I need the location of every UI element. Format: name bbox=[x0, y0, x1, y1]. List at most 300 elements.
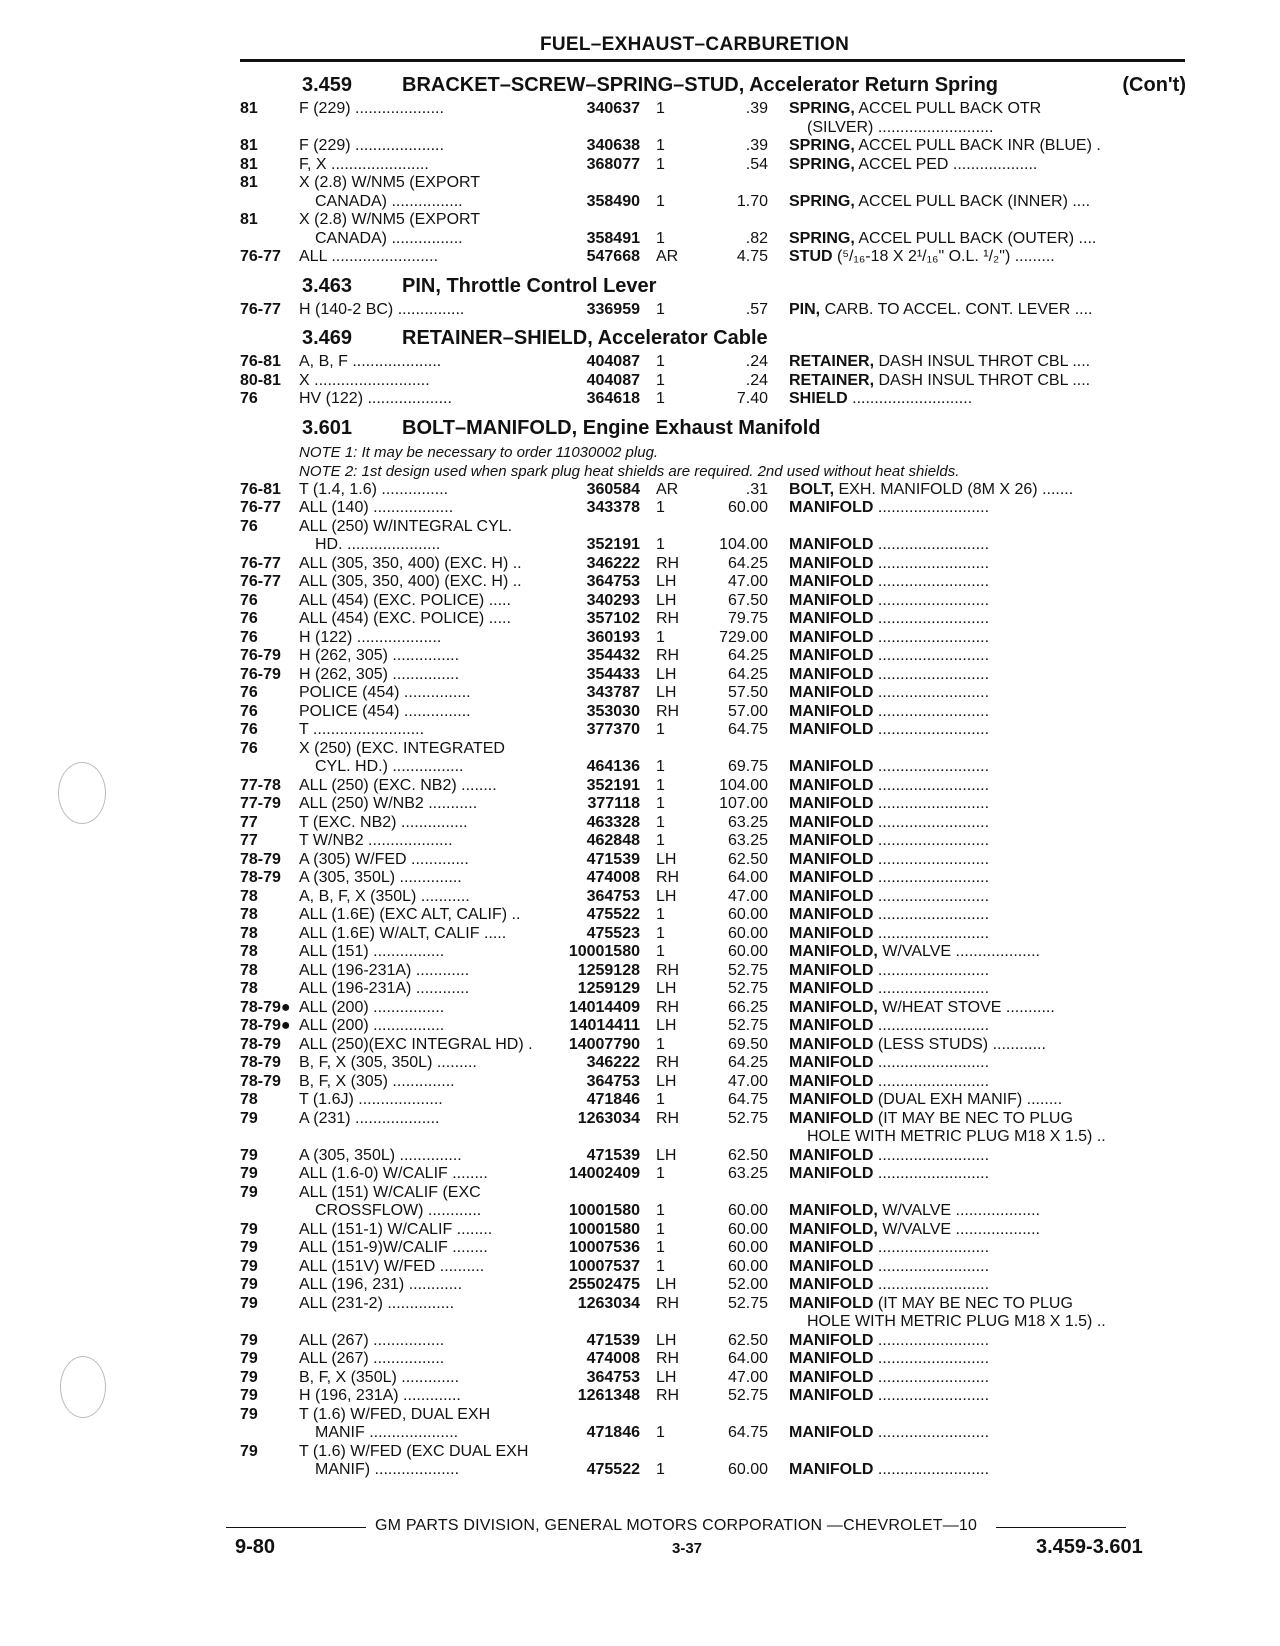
price: 52.75 bbox=[727, 1017, 768, 1034]
part-row bbox=[240, 1406, 1190, 1443]
part-row-line bbox=[240, 832, 1190, 851]
price: 60.00 bbox=[727, 1257, 768, 1275]
part-number: 364618 bbox=[586, 390, 640, 407]
part-row-line bbox=[240, 962, 1190, 981]
part-row bbox=[240, 832, 1190, 851]
part-description bbox=[789, 1239, 1189, 1258]
footer-rule-left bbox=[226, 1527, 366, 1528]
part-name: PIN, bbox=[789, 300, 821, 318]
part-number: 364753 bbox=[586, 887, 640, 905]
model-year: 78 bbox=[240, 961, 258, 979]
quantity: RH bbox=[656, 1109, 680, 1127]
price: 64.25 bbox=[727, 665, 768, 683]
part-row bbox=[240, 518, 1190, 555]
part-description bbox=[789, 1091, 1189, 1110]
model-year: 80-81 bbox=[240, 371, 281, 389]
part-description bbox=[807, 1313, 1189, 1332]
description-text: ......................... bbox=[873, 1331, 990, 1349]
part-row-line bbox=[240, 1461, 1190, 1480]
application-text: T (1.6J) ................... bbox=[299, 1091, 443, 1108]
part-row-line bbox=[240, 1424, 1190, 1443]
description-text: ......................... bbox=[873, 721, 990, 738]
model-year: 79 bbox=[240, 1368, 258, 1386]
description-text: ......................... bbox=[873, 1072, 990, 1090]
part-description bbox=[789, 1221, 1189, 1240]
price: 104.00 bbox=[719, 536, 768, 553]
model-year: 79 bbox=[240, 1183, 258, 1201]
quantity: LH bbox=[656, 1072, 677, 1090]
part-name: MANIFOLD bbox=[789, 554, 874, 572]
application-text: ALL (250) (EXC. NB2) ........ bbox=[299, 776, 497, 794]
application-text: T (1.6) W/FED, DUAL EXH bbox=[299, 1405, 491, 1423]
part-description bbox=[789, 1369, 1189, 1388]
price: 66.25 bbox=[727, 998, 768, 1016]
part-row-line bbox=[240, 888, 1190, 907]
part-row-line bbox=[240, 301, 1190, 320]
part-description bbox=[789, 777, 1189, 796]
model-year: 79 bbox=[240, 1257, 258, 1275]
description-text: ......................... bbox=[873, 591, 990, 609]
application-text: T (EXC. NB2) ............... bbox=[299, 813, 468, 831]
application-text: B, F, X (305, 350L) ......... bbox=[299, 1054, 477, 1071]
part-row-line bbox=[240, 536, 1190, 555]
price: 7.40 bbox=[736, 390, 768, 407]
price: 64.75 bbox=[727, 1091, 768, 1108]
quantity: 1 bbox=[656, 1257, 665, 1275]
model-year: 78 bbox=[240, 1091, 258, 1108]
quantity: LH bbox=[656, 665, 677, 683]
quantity: LH bbox=[656, 887, 677, 905]
application-text: B, F, X (350L) ............. bbox=[299, 1368, 460, 1386]
part-number: 471846 bbox=[586, 1424, 640, 1441]
price: 67.50 bbox=[727, 591, 768, 609]
part-name: RETAINER, bbox=[789, 371, 875, 389]
price: .24 bbox=[745, 353, 768, 370]
application-text: CANADA) ................ bbox=[315, 229, 463, 247]
application-text: POLICE (454) ............... bbox=[299, 684, 471, 701]
part-description bbox=[789, 1017, 1189, 1036]
price: 63.25 bbox=[727, 813, 768, 831]
part-number: 475523 bbox=[586, 924, 640, 942]
part-number: 340637 bbox=[586, 100, 640, 117]
part-number: 547668 bbox=[586, 248, 640, 265]
price: 60.00 bbox=[727, 1239, 768, 1256]
application-text: ALL (1.6E) W/ALT, CALIF ..... bbox=[299, 924, 507, 942]
part-name: MANIFOLD bbox=[789, 1054, 874, 1071]
part-number: 471539 bbox=[586, 1331, 640, 1349]
description-text: ......................... bbox=[873, 1054, 990, 1071]
application-text: ALL (250) W/NB2 ........... bbox=[299, 795, 478, 812]
price: 52.00 bbox=[727, 1276, 768, 1293]
price: .82 bbox=[745, 229, 768, 247]
quantity: LH bbox=[656, 850, 677, 868]
quantity: 1 bbox=[656, 536, 665, 553]
quantity: 1 bbox=[656, 1165, 665, 1182]
quantity: 1 bbox=[656, 137, 665, 154]
part-row-line bbox=[240, 999, 1190, 1018]
quantity: RH bbox=[656, 869, 680, 886]
price: 60.00 bbox=[727, 943, 768, 960]
model-year: 76-79 bbox=[240, 665, 281, 683]
part-row bbox=[240, 1165, 1190, 1184]
part-name: MANIFOLD bbox=[789, 499, 874, 516]
quantity: 1 bbox=[656, 390, 665, 407]
footer-publisher: GM PARTS DIVISION, GENERAL MOTORS CORPORATION —CHEVROLET—10 bbox=[375, 1517, 978, 1534]
part-row bbox=[240, 301, 1190, 320]
part-description bbox=[789, 888, 1189, 907]
quantity: 1 bbox=[656, 924, 665, 942]
part-description bbox=[789, 943, 1189, 962]
application-text: ALL (267) ................ bbox=[299, 1350, 445, 1367]
quantity: 1 bbox=[656, 353, 665, 370]
description-text: ACCEL PULL BACK (OUTER) .... bbox=[854, 229, 1097, 247]
part-row bbox=[240, 795, 1190, 814]
part-description bbox=[789, 1073, 1189, 1092]
model-year: 76-77 bbox=[240, 499, 281, 516]
part-number: 352191 bbox=[586, 776, 640, 794]
model-year: 78-79 bbox=[240, 850, 281, 868]
part-row-line bbox=[240, 1295, 1190, 1314]
part-row-line bbox=[240, 1091, 1190, 1110]
part-name: MANIFOLD bbox=[789, 1239, 874, 1256]
part-description bbox=[789, 156, 1189, 175]
part-number: 14007790 bbox=[568, 1035, 640, 1053]
application-text: ALL (200) ................ bbox=[299, 998, 445, 1016]
model-year: 81 bbox=[240, 174, 258, 191]
price: 64.00 bbox=[727, 1350, 768, 1367]
part-description bbox=[807, 119, 1189, 138]
footer-rule-right bbox=[996, 1527, 1126, 1528]
description-text: W/VALVE ................... bbox=[877, 943, 1040, 960]
part-name: BOLT, bbox=[789, 480, 835, 498]
application-text: T W/NB2 ................... bbox=[299, 832, 453, 849]
application-text: A, B, F, X (350L) ........... bbox=[299, 887, 470, 905]
application-text: ALL (305, 350, 400) (EXC. H) .. bbox=[299, 554, 522, 572]
application-text: ALL (200) ................ bbox=[299, 1017, 445, 1034]
model-year: 78-79 bbox=[240, 1054, 281, 1071]
part-number: 1261348 bbox=[577, 1387, 640, 1404]
model-year: 79 bbox=[240, 1276, 258, 1293]
part-row bbox=[240, 721, 1190, 740]
part-row bbox=[240, 962, 1190, 981]
description-text: ......................... bbox=[873, 1239, 990, 1256]
description-text: ......................... bbox=[873, 795, 990, 812]
price: 52.75 bbox=[727, 980, 768, 997]
application-text: X (2.8) W/NM5 (EXPORT bbox=[299, 211, 481, 228]
part-row bbox=[240, 943, 1190, 962]
application-text: H (262, 305) ............... bbox=[299, 665, 460, 683]
part-row-line bbox=[240, 137, 1190, 156]
part-name: MANIFOLD bbox=[789, 869, 874, 886]
part-name: MANIFOLD bbox=[789, 591, 874, 609]
part-row-line bbox=[240, 777, 1190, 796]
quantity: LH bbox=[656, 1276, 677, 1293]
part-row-line bbox=[240, 1332, 1190, 1351]
part-description bbox=[789, 980, 1189, 999]
model-year: 77 bbox=[240, 832, 258, 849]
price: 4.75 bbox=[736, 248, 768, 265]
model-year: 78-79 bbox=[240, 1072, 281, 1090]
part-number: 343378 bbox=[586, 499, 640, 516]
part-row bbox=[240, 1036, 1190, 1055]
description-text: W/HEAT STOVE ........... bbox=[877, 998, 1055, 1016]
part-number: 360193 bbox=[586, 628, 640, 646]
application-text: ALL (140) .................. bbox=[299, 499, 454, 516]
quantity: LH bbox=[656, 980, 677, 997]
part-row bbox=[240, 100, 1190, 137]
part-description bbox=[789, 851, 1189, 870]
part-row-line bbox=[240, 193, 1190, 212]
part-description bbox=[789, 248, 1189, 267]
part-description bbox=[789, 555, 1189, 574]
application-text: X .......................... bbox=[299, 371, 430, 389]
part-number: 358491 bbox=[586, 229, 640, 247]
part-name: MANIFOLD bbox=[789, 702, 874, 720]
application-text: CANADA) ................ bbox=[315, 192, 463, 210]
part-name: SHIELD bbox=[789, 390, 848, 407]
price: .39 bbox=[745, 100, 768, 117]
quantity: 1 bbox=[656, 721, 665, 738]
quantity: AR bbox=[656, 248, 679, 265]
quantity: LH bbox=[656, 573, 677, 590]
part-number: 475522 bbox=[586, 906, 640, 923]
part-row bbox=[240, 1239, 1190, 1258]
description-text: ......................... bbox=[873, 1368, 990, 1386]
model-year: 76 bbox=[240, 610, 258, 627]
part-description bbox=[789, 592, 1189, 611]
price: 62.50 bbox=[727, 1146, 768, 1164]
description-text: ACCEL PED ................... bbox=[854, 155, 1038, 173]
part-name: SPRING, bbox=[789, 100, 855, 117]
part-row bbox=[240, 481, 1190, 500]
part-number: 340638 bbox=[586, 137, 640, 154]
section-heading bbox=[240, 325, 1190, 353]
part-name: MANIFOLD bbox=[789, 1368, 874, 1386]
description-text: ......................... bbox=[873, 1387, 990, 1404]
part-row bbox=[240, 1443, 1190, 1480]
part-row bbox=[240, 777, 1190, 796]
description-text: ......................... bbox=[873, 1257, 990, 1275]
part-number: 404087 bbox=[586, 371, 640, 389]
application-text: MANIF .................... bbox=[315, 1424, 459, 1441]
model-year: 76 bbox=[240, 591, 258, 609]
part-description bbox=[789, 499, 1189, 518]
application-text: B, F, X (305) .............. bbox=[299, 1072, 455, 1090]
application-text: A (231) ................... bbox=[299, 1109, 440, 1127]
price: 63.25 bbox=[727, 1165, 768, 1182]
description-text: (⁵/₁₆-18 X 2¹/₁₆" O.L. ¹/₂") ......... bbox=[832, 248, 1055, 265]
model-year: 76 bbox=[240, 702, 258, 720]
page-title: FUEL–EXHAUST–CARBURETION bbox=[540, 34, 850, 55]
part-row-line bbox=[240, 174, 1190, 193]
part-row-line bbox=[240, 869, 1190, 888]
part-row bbox=[240, 703, 1190, 722]
application-text: H (122) ................... bbox=[299, 628, 442, 646]
part-number: 10001580 bbox=[568, 1202, 640, 1219]
quantity: 1 bbox=[656, 832, 665, 849]
part-name: MANIFOLD bbox=[789, 980, 874, 997]
section-number: 3.601 bbox=[302, 416, 353, 439]
price: 107.00 bbox=[719, 795, 768, 812]
quantity: RH bbox=[656, 647, 680, 664]
part-name: MANIFOLD bbox=[789, 961, 874, 979]
price: 60.00 bbox=[727, 1461, 768, 1478]
price: 64.75 bbox=[727, 1424, 768, 1441]
price: 47.00 bbox=[727, 887, 768, 905]
model-year: 79 bbox=[240, 1350, 258, 1367]
quantity: 1 bbox=[656, 1461, 665, 1478]
description-text: ......................... bbox=[873, 1276, 990, 1293]
application-text: ALL (151) ................ bbox=[299, 943, 445, 960]
price: 79.75 bbox=[727, 610, 768, 627]
part-name: MANIFOLD bbox=[789, 1165, 874, 1182]
part-name: MANIFOLD bbox=[789, 906, 874, 923]
part-description bbox=[789, 573, 1189, 592]
part-row bbox=[240, 684, 1190, 703]
part-row bbox=[240, 1110, 1190, 1147]
model-year: 78 bbox=[240, 943, 258, 960]
price: 60.00 bbox=[727, 499, 768, 516]
description-text: ......................... bbox=[873, 980, 990, 997]
description-text: ......................... bbox=[873, 869, 990, 886]
description-text: ......................... bbox=[873, 1165, 990, 1182]
quantity: 1 bbox=[656, 1239, 665, 1256]
continued-label: (Con't) bbox=[1122, 74, 1186, 96]
description-text: ......................... bbox=[873, 1424, 990, 1441]
model-year: 78 bbox=[240, 980, 258, 997]
part-row bbox=[240, 1295, 1190, 1332]
part-row bbox=[240, 1054, 1190, 1073]
part-row-line bbox=[240, 1406, 1190, 1425]
model-year: 76 bbox=[240, 517, 258, 535]
model-year: 79 bbox=[240, 1405, 258, 1423]
part-number: 343787 bbox=[586, 684, 640, 701]
model-year: 76 bbox=[240, 739, 258, 757]
part-number: 462848 bbox=[586, 832, 640, 849]
application-text: A (305, 350L) .............. bbox=[299, 869, 462, 886]
part-row-line bbox=[240, 629, 1190, 648]
model-year: 76 bbox=[240, 721, 258, 738]
part-description bbox=[807, 1128, 1189, 1147]
part-row bbox=[240, 1387, 1190, 1406]
part-name: MANIFOLD bbox=[789, 1146, 874, 1164]
description-text: ......................... bbox=[873, 1350, 990, 1367]
part-description bbox=[789, 721, 1189, 740]
part-description bbox=[789, 100, 1189, 119]
part-name: MANIFOLD bbox=[789, 628, 874, 646]
price: 52.75 bbox=[727, 1294, 768, 1312]
quantity: 1 bbox=[656, 1424, 665, 1441]
part-number: 10001580 bbox=[568, 1220, 640, 1238]
description-text: ......................... bbox=[873, 924, 990, 942]
part-row bbox=[240, 629, 1190, 648]
part-number: 14014411 bbox=[569, 1017, 640, 1034]
model-year: 76 bbox=[240, 628, 258, 646]
quantity: RH bbox=[656, 1054, 680, 1071]
part-description bbox=[789, 390, 1189, 409]
part-name: MANIFOLD bbox=[789, 1424, 874, 1441]
part-description bbox=[789, 1350, 1189, 1369]
part-number: 346222 bbox=[586, 554, 640, 572]
description-text: ......................... bbox=[873, 684, 990, 701]
quantity: LH bbox=[656, 591, 677, 609]
part-row-line bbox=[240, 390, 1190, 409]
model-year: 76-77 bbox=[240, 573, 281, 590]
part-description bbox=[789, 1258, 1189, 1277]
part-description bbox=[789, 906, 1189, 925]
part-row bbox=[240, 666, 1190, 685]
price: 64.75 bbox=[727, 721, 768, 738]
section-note: NOTE 2: 1st design used when spark plug heat shields are required. 2nd used without heat shields. bbox=[299, 462, 960, 480]
description-text: W/VALVE ................... bbox=[877, 1202, 1040, 1219]
part-number: 336959 bbox=[586, 300, 640, 318]
part-description bbox=[789, 193, 1189, 212]
model-year: 79 bbox=[240, 1294, 258, 1312]
part-row-line bbox=[240, 1128, 1190, 1147]
part-row bbox=[240, 999, 1190, 1018]
part-row bbox=[240, 869, 1190, 888]
price: 57.50 bbox=[727, 684, 768, 701]
application-text: MANIF) ................... bbox=[315, 1461, 460, 1478]
price: 69.75 bbox=[727, 758, 768, 775]
application-text: ALL (305, 350, 400) (EXC. H) .. bbox=[299, 573, 522, 590]
part-number: 354432 bbox=[586, 647, 640, 664]
description-text: W/VALVE ................... bbox=[877, 1220, 1040, 1238]
description-text: ......................... bbox=[873, 813, 990, 831]
price: 60.00 bbox=[727, 906, 768, 923]
part-description bbox=[789, 372, 1189, 391]
part-name: MANIFOLD bbox=[789, 887, 874, 905]
application-text: F, X ...................... bbox=[299, 155, 429, 173]
price: 47.00 bbox=[727, 573, 768, 590]
part-row bbox=[240, 610, 1190, 629]
part-row bbox=[240, 740, 1190, 777]
part-row bbox=[240, 888, 1190, 907]
description-text: ......................... bbox=[873, 610, 990, 627]
part-name: MANIFOLD bbox=[789, 665, 874, 683]
quantity: AR bbox=[656, 480, 679, 498]
application-text: ALL (151V) W/FED .......... bbox=[299, 1257, 485, 1275]
part-name: MANIFOLD bbox=[789, 1091, 874, 1108]
model-year: 79 bbox=[240, 1220, 258, 1238]
part-row-line bbox=[240, 1350, 1190, 1369]
section-number: 3.463 bbox=[302, 274, 353, 297]
part-row-line bbox=[240, 1387, 1190, 1406]
application-text: H (262, 305) ............... bbox=[299, 647, 460, 664]
price: .39 bbox=[745, 137, 768, 154]
part-row bbox=[240, 1276, 1190, 1295]
quantity: RH bbox=[656, 961, 680, 979]
part-row bbox=[240, 925, 1190, 944]
part-name: SPRING, bbox=[789, 229, 855, 247]
part-name: MANIFOLD bbox=[789, 1035, 874, 1053]
part-description bbox=[789, 999, 1189, 1018]
description-text: ......................... bbox=[873, 573, 990, 590]
part-name: MANIFOLD, bbox=[789, 943, 878, 960]
price: 47.00 bbox=[727, 1368, 768, 1386]
description-text: ......................... bbox=[873, 1017, 990, 1034]
description-text: ......................... bbox=[873, 1461, 990, 1478]
application-text: ALL (454) (EXC. POLICE) ..... bbox=[299, 591, 511, 609]
part-row bbox=[240, 1091, 1190, 1110]
description-text: DASH INSUL THROT CBL .... bbox=[874, 353, 1091, 370]
part-number: 377118 bbox=[587, 795, 640, 812]
part-row-line bbox=[240, 1110, 1190, 1129]
section-title: BRACKET–SCREW–SPRING–STUD, Accelerator Return Spring bbox=[402, 74, 999, 96]
part-row bbox=[240, 248, 1190, 267]
part-description bbox=[789, 647, 1189, 666]
part-row-line bbox=[240, 758, 1190, 777]
